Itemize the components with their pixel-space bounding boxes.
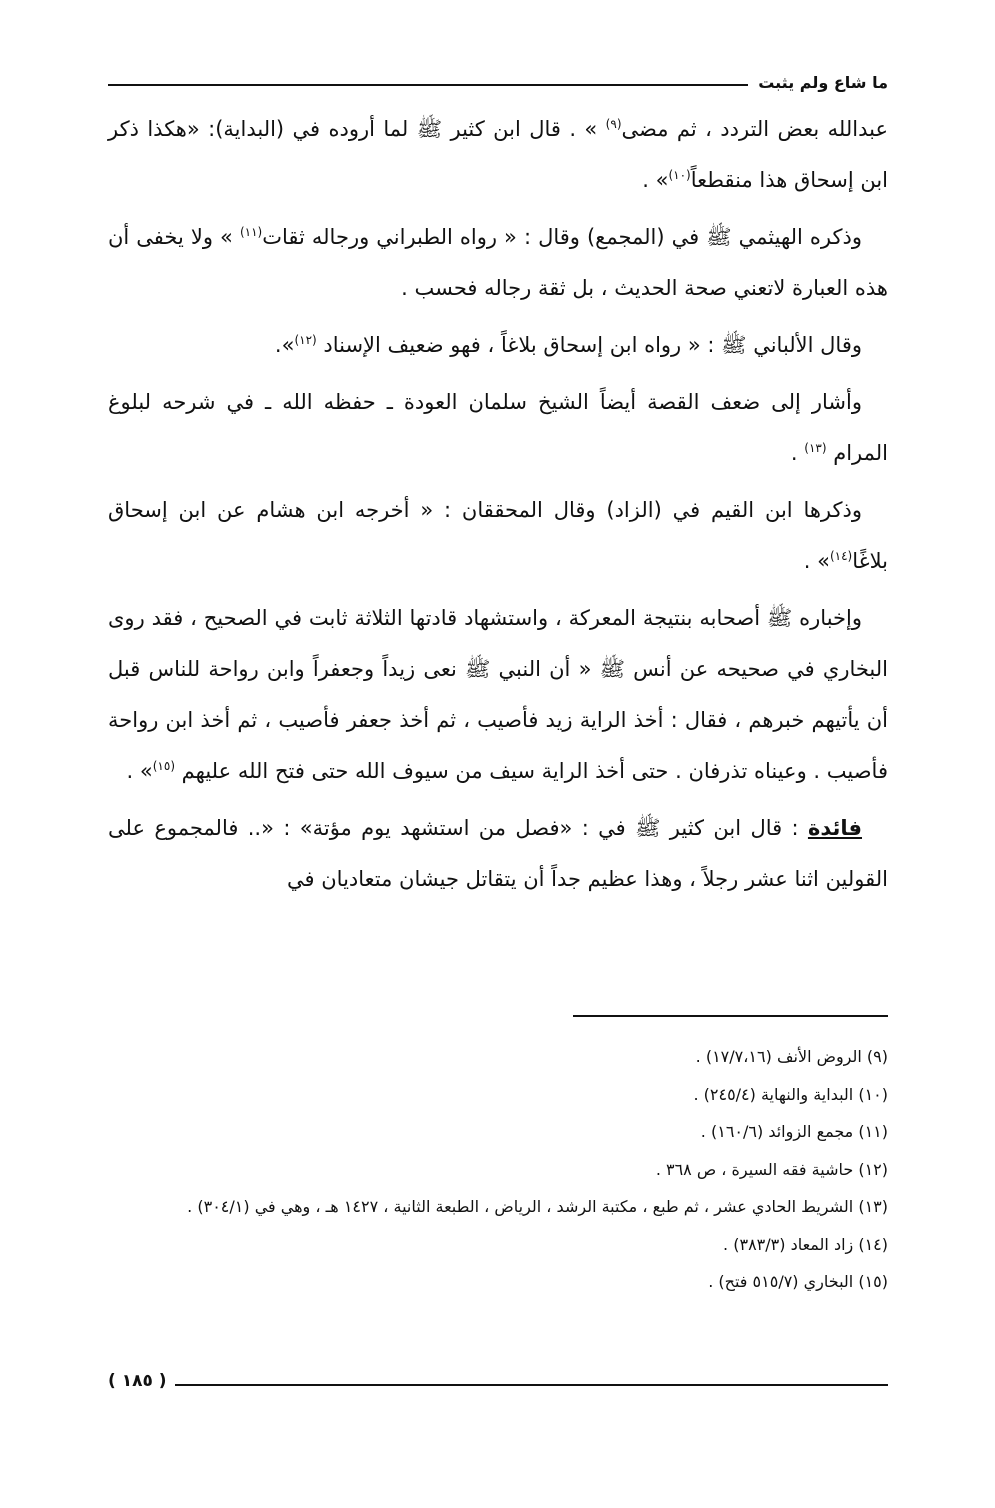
page-footer — [108, 1366, 888, 1396]
footnote-ref: (١٠) — [668, 168, 691, 182]
footnote: (١١) مجمع الزوائد (١٦٠/٦) . — [700, 1122, 888, 1141]
page-number: ( ١٨٥ ) — [108, 1371, 167, 1391]
footnote: (٩) الروض الأنف (١٧/٧،١٦) . — [695, 1047, 888, 1066]
footnote-ref: (٩) — [605, 117, 622, 131]
main-text — [108, 104, 888, 911]
footnote-ref: (١١) — [239, 225, 263, 239]
footnote-ref: (١٥) — [152, 759, 175, 773]
footnote-separator — [573, 1015, 888, 1017]
paragraph: وذكرها ابن القيم في (الزاد) وقال المحققان : « أخرجه ابن هشام عن ابن إسحاق بلاغًا$^{(١٤)}$» . — [108, 498, 888, 573]
paragraph: وإخباره ﷺ أصحابه بنتيجة المعركة ، واستشهاد قادتها الثلاثة ثابت في الصحيح ، فقد روى البخاري في صحيحه عن أنس ﷺ « أن النبي ﷺ نعى زيداً وجعفراً وابن رواحة للناس قبل أن يأتيهم خبرهم ، فقال : أخذ الراية زيد فأصيب ، ثم أخذ جعفر فأصيب ، ثم أخذ ابن رواحة فأصيب . وعيناه تذرفان . حتى أخذ الراية سيف من سيوف الله حتى فتح الله عليهم $^{(١٥)}$» . — [108, 606, 888, 783]
footnotes — [108, 1038, 888, 1301]
footnote: (١٤) زاد المعاد (٣٨٣/٣) . — [723, 1234, 888, 1254]
running-header-title: ما شاع ولم يثبت — [758, 73, 888, 92]
footer-rule — [175, 1384, 888, 1386]
paragraph: وقال الألباني ﷺ : « رواه ابن إسحاق بلاغاً ، فهو ضعيف الإسناد $^{(١٢)}$». — [274, 333, 862, 357]
footnote-ref: (١٢) — [294, 333, 317, 347]
footnote: (١٥) البخاري (٥١٥/٧ فتح) . — [708, 1272, 888, 1291]
paragraph: وذكره الهيثمي ﷺ في (المجمع) وقال : « رواه الطبراني ورجاله ثقات$^{(١١)}$ » ولا يخفى أن هذه العبارة لاتعني صحة الحديث ، بل ثقة رجاله فحسب . — [108, 225, 888, 300]
paragraph: فائدة : قال ابن كثير ﷺ في : «فصل من استشهد يوم مؤتة» : «.. فالمجموع على القولين اثنا عشر رجلاً ، وهذا عظيم جداً أن يتقاتل جيشان متعاديان في — [108, 816, 888, 891]
paragraph: وأشار إلى ضعف القصة أيضاً الشيخ سلمان العودة ـ حفظه الله ـ في شرحه لبلوغ المرام $^{(١٣)}$ . — [108, 390, 888, 465]
benefit-label: فائدة — [807, 816, 862, 840]
footnote-ref: (١٤) — [829, 549, 853, 563]
footnote-ref: (١٣) — [804, 441, 827, 455]
footnote: (١٢) حاشية فقه السيرة ، ص ٣٦٨ . — [655, 1159, 888, 1179]
paragraph: عبدالله بعض التردد ، ثم مضى$^{(٩)}$ » . قال ابن كثير ﷺ لما أروده في (البداية): «هكذا ذكر ابن إسحاق هذا منقطعاً$^{(١٠)}$» . — [108, 117, 888, 192]
footnote: (١٠) البداية والنهاية (٢٤٥/٤) . — [693, 1084, 888, 1104]
running-header — [108, 62, 888, 92]
header-rule — [108, 84, 748, 86]
footnote: (١٣) الشريط الحادي عشر ، ثم طبع ، مكتبة الرشد ، الرياض ، الطبعة الثانية ، ١٤٢٧ هـ ، وهي في (٣٠٤/١) . — [187, 1197, 888, 1216]
